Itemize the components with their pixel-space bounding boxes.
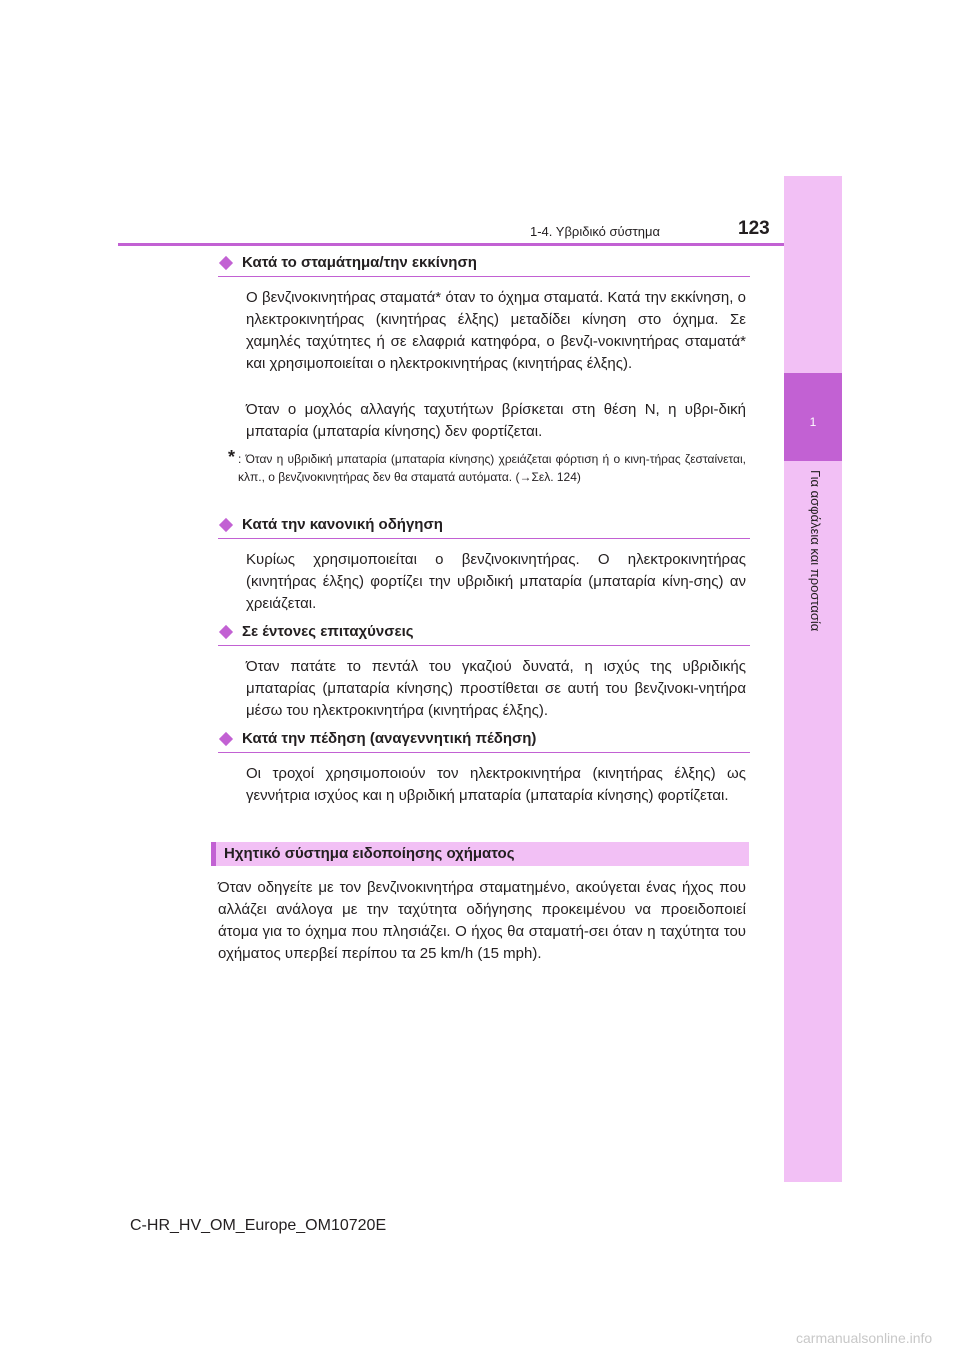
diamond-bullet-icon (219, 518, 233, 532)
paragraph: Όταν ο μοχλός αλλαγής ταχυτήτων βρίσκεται στη θέση N, η υβρι-δική μπαταρία (μπαταρία κίνησης) δεν φορτίζεται. (246, 401, 746, 440)
side-tab-number: 1 (809, 415, 817, 429)
paragraph: Οι τροχοί χρησιμοποιούν τον ηλεκτροκινητήρα (κινητήρας έλξης) ως γεννήτρια ισχύος και η υβριδική μπαταρία (μπαταρία κίνησης) φορτίζεται. (246, 765, 746, 804)
banner-heading-text: Ηχητικό σύστημα ειδοποίησης οχήματος (224, 845, 515, 862)
section-heading-text: Σε έντονες επιταχύνσεις (242, 623, 414, 640)
watermark: carmanualsonline.info (796, 1330, 933, 1346)
header-section-title: 1-4. Υβριδικό σύστημα (530, 224, 661, 239)
section-heading-text: Κατά την κανονική οδήγηση (242, 516, 443, 533)
side-tab (784, 176, 842, 1182)
banner-heading (211, 842, 749, 866)
section-heading-stop-start (218, 254, 750, 277)
section-heading-normal-driving (218, 516, 750, 539)
paragraph: Όταν πατάτε το πεντάλ του γκαζιού δυνατά, η ισχύς της υβριδικής μπαταρίας (μπαταρία κίνησης) προστίθεται σε αυτή του βενζινοκι-νητήρα μέσω του ηλεκτροκινητήρα (κινητήρας έλξης). (246, 658, 746, 719)
diamond-bullet-icon (219, 625, 233, 639)
section-heading-text: Κατά το σταμάτημα/την εκκίνηση (242, 254, 477, 271)
side-tab-label: Για ασφάλεια και προστασία (808, 470, 823, 632)
paragraph: Ο βενζινοκινητήρας σταματά* όταν το όχημα σταματά. Κατά την εκκίνηση, ο ηλεκτροκινητήρας (κινητήρας έλξης) μεταδίδει κίνηση στο όχημα. Σε χαμηλές ταχύτητες ή σε ελαφριά κατηφόρα, ο βενζι-νοκινητήρας σταματά* και χρησιμοποιείται ο ηλεκτροκινητήρας (κινητήρας έλξης). (246, 289, 746, 372)
banner-paragraph: Όταν οδηγείτε με τον βενζινοκινητήρα σταματημένο, ακούγεται ένας ήχος που αλλάζει ανάλογα με την ταχύτητα οδήγησης προκειμένου να προειδοποιεί άτομα για το όχημα που πλησιάζει. Ο ήχος θα σταματή-σει όταν η ταχύτητα του οχήματος υπερβεί περίπου τα 25 km/h (15 mph). (218, 879, 746, 962)
page-number: 123 (738, 218, 770, 239)
section-heading-braking (218, 730, 750, 753)
diamond-bullet-icon (219, 732, 233, 746)
banner-accent-bar (211, 842, 216, 866)
document-code: C-HR_HV_OM_Europe_OM10720E (130, 1217, 387, 1234)
section-heading-acceleration (218, 623, 750, 646)
paragraph: Κυρίως χρησιμοποιείται ο βενζινοκινητήρας. Ο ηλεκτροκινητήρας (κινητήρας έλξης) φορτίζει την υβριδική μπαταρία (μπαταρία κίνη-σης) αν χρειάζεται. (246, 551, 746, 612)
diamond-bullet-icon (219, 256, 233, 270)
section-heading-text: Κατά την πέδηση (αναγεννητική πέδηση) (242, 730, 537, 747)
footnote (228, 447, 746, 486)
footnote-marker: * (228, 447, 236, 467)
footnote-text: : Όταν η υβριδική μπαταρία (μπαταρία κίνησης) χρειάζεται φόρτιση ή ο κινη-τήρας ζεσταίνεται, κλπ., ο βενζινοκινητήρας δεν θα σταματά αυτόματα. (→Σελ. 124) (238, 452, 746, 484)
header-divider (118, 243, 784, 246)
